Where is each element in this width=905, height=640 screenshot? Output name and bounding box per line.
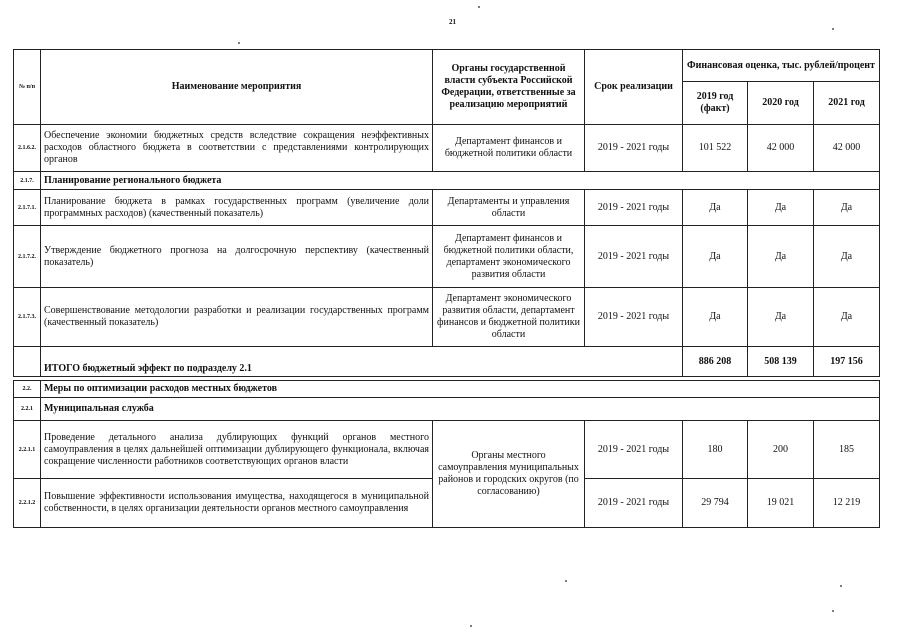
scan-speck xyxy=(238,42,240,44)
header-year-2019: 2019 год (факт) xyxy=(683,82,748,125)
section-row xyxy=(14,398,880,421)
table-row xyxy=(14,190,880,226)
value-2020: Да xyxy=(748,288,814,347)
responsible-organ: Департаменты и управления области xyxy=(433,190,585,226)
header-organ: Органы государственной власти субъекта Российской Федерации, ответственные за реализацию мероприятий xyxy=(433,50,585,125)
table-row xyxy=(14,288,880,347)
value-2019: 29 794 xyxy=(683,479,748,528)
row-number: 2.2.1 xyxy=(14,398,41,421)
value-2020: 19 021 xyxy=(748,479,814,528)
total-2021: 197 156 xyxy=(814,347,880,377)
table-row xyxy=(14,421,880,479)
period: 2019 - 2021 годы xyxy=(585,288,683,347)
page-number: 21 xyxy=(449,18,456,26)
value-2021: 42 000 xyxy=(814,125,880,172)
row-number: 2.1.6.2. xyxy=(14,125,41,172)
header-period: Срок реализации xyxy=(585,50,683,125)
value-2021: 185 xyxy=(814,421,880,479)
section-row xyxy=(14,381,880,398)
row-number: 2.1.7.2. xyxy=(14,226,41,288)
table-row xyxy=(14,226,880,288)
value-2019: 180 xyxy=(683,421,748,479)
row-number: 2.2.1.2 xyxy=(14,479,41,528)
table-row xyxy=(14,125,880,172)
measure-name: Проведение детального анализа дублирующих функций органов местного самоуправления в целях дальнейшей оптимизации дублирующего функционала, включая сокращение численности работников соответствующих органов власти xyxy=(41,421,433,479)
scan-speck xyxy=(832,610,834,612)
section-title: Планирование регионального бюджета xyxy=(41,172,880,190)
value-2021: Да xyxy=(814,190,880,226)
total-num-cell xyxy=(14,347,41,377)
header-finance: Финансовая оценка, тыс. рублей/процент xyxy=(683,50,880,82)
header-year-2020: 2020 год xyxy=(748,82,814,125)
scan-speck xyxy=(478,6,480,8)
row-number: 2.2.1.1 xyxy=(14,421,41,479)
section-row xyxy=(14,172,880,190)
scan-speck xyxy=(840,585,842,587)
measure-name: Утверждение бюджетного прогноза на долгосрочную перспективу (качественный показатель) xyxy=(41,226,433,288)
measure-name: Планирование бюджета в рамках государственных программ (увеличение доли программных расходов) (качественный показатель) xyxy=(41,190,433,226)
measure-name: Совершенствование методологии разработки и реализации государственных программ (качественный показатель) xyxy=(41,288,433,347)
responsible-organ: Департамент финансов и бюджетной политики области, департамент экономического развития области xyxy=(433,226,585,288)
row-number: 2.1.7. xyxy=(14,172,41,190)
header-num: № п/п xyxy=(14,50,41,125)
section-title: Муниципальная служба xyxy=(41,398,880,421)
scan-speck xyxy=(565,580,567,582)
value-2021: 12 219 xyxy=(814,479,880,528)
total-2019: 886 208 xyxy=(683,347,748,377)
period: 2019 - 2021 годы xyxy=(585,125,683,172)
row-number: 2.1.7.1. xyxy=(14,190,41,226)
value-2020: Да xyxy=(748,226,814,288)
period: 2019 - 2021 годы xyxy=(585,190,683,226)
section-title: Меры по оптимизации расходов местных бюджетов xyxy=(41,381,880,398)
header-year-2021: 2021 год xyxy=(814,82,880,125)
responsible-organ: Органы местного самоуправления муниципальных районов и городских округов (по согласованию) xyxy=(433,421,585,528)
header-row-1 xyxy=(14,50,880,82)
value-2020: 42 000 xyxy=(748,125,814,172)
scan-speck xyxy=(470,625,472,627)
header-name: Наименование мероприятия xyxy=(41,50,433,125)
value-2021: Да xyxy=(814,288,880,347)
responsible-organ: Департамент экономического развития области, департамент финансов и бюджетной политики области xyxy=(433,288,585,347)
measures-table xyxy=(13,49,880,528)
scan-speck xyxy=(832,28,834,30)
period: 2019 - 2021 годы xyxy=(585,479,683,528)
measure-name: Обеспечение экономии бюджетных средств вследствие сокращения неэффективных расходов областного бюджета в соответствии с представлениями контролирующих органов xyxy=(41,125,433,172)
responsible-organ: Департамент финансов и бюджетной политики области xyxy=(433,125,585,172)
value-2021: Да xyxy=(814,226,880,288)
value-2019: Да xyxy=(683,190,748,226)
row-number: 2.2. xyxy=(14,381,41,398)
value-2020: Да xyxy=(748,190,814,226)
value-2020: 200 xyxy=(748,421,814,479)
total-2020: 508 139 xyxy=(748,347,814,377)
measure-name: Повышение эффективности использования имущества, находящегося в муниципальной собственности, в целях организации деятельности органов местного самоуправления xyxy=(41,479,433,528)
period: 2019 - 2021 годы xyxy=(585,226,683,288)
total-row xyxy=(14,347,880,377)
value-2019: 101 522 xyxy=(683,125,748,172)
period: 2019 - 2021 годы xyxy=(585,421,683,479)
value-2019: Да xyxy=(683,288,748,347)
value-2019: Да xyxy=(683,226,748,288)
row-number: 2.1.7.3. xyxy=(14,288,41,347)
total-label: ИТОГО бюджетный эффект по подразделу 2.1 xyxy=(41,347,683,377)
